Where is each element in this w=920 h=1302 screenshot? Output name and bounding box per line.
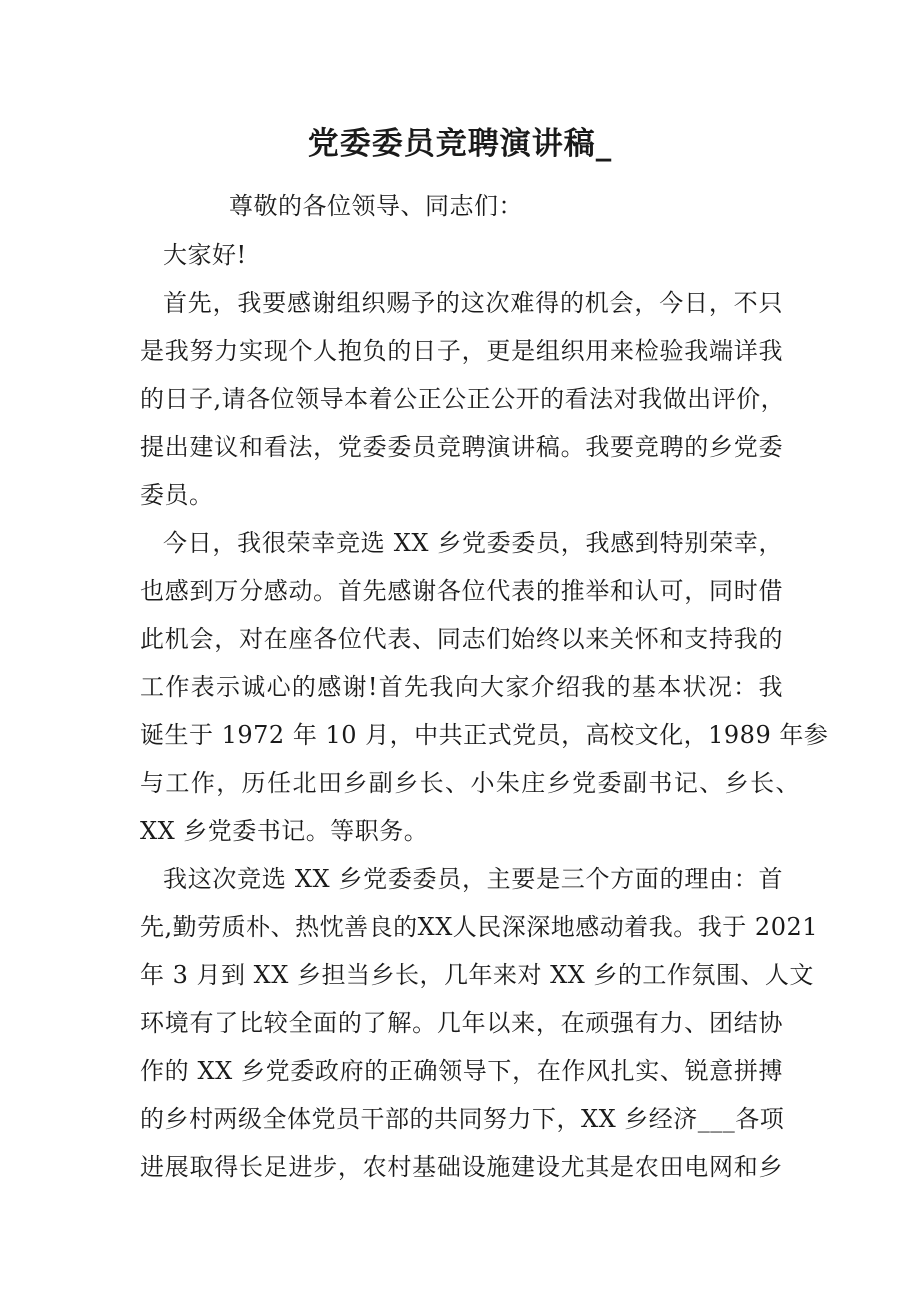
paragraph-line: 工作表示诚心的感谢!首先我向大家介绍我的基本状况：我 (140, 673, 783, 701)
paragraph-line: 是我努力实现个人抱负的日子，更是组织用来检验我端详我 (140, 337, 783, 365)
paragraph-line: 提出建议和看法，党委委员竞聘演讲稿。我要竞聘的乡党委 (140, 433, 783, 461)
paragraph-line: 与工作，历任北田乡副乡长、小朱庄乡党委副书记、乡长、 (140, 769, 800, 797)
paragraph-line: 诞生于 1972 年 10 月，中共正式党员，高校文化，1989 年参 (140, 721, 829, 749)
paragraph-line: 的乡村两级全体党员干部的共同努力下，XX 乡经济___各项 (140, 1105, 785, 1133)
paragraph-line: 进展取得长足进步，农村基础设施建设尤其是农田电网和乡 (140, 1153, 783, 1181)
paragraph-line: 也感到万分感动。首先感谢各位代表的推举和认可，同时借 (140, 577, 783, 605)
paragraph-line: 此机会，对在座各位代表、同志们始终以来关怀和支持我的 (140, 625, 783, 653)
salutation: 尊敬的各位领导、同志们： (229, 192, 523, 220)
document-title: 党委委员竞聘演讲稿_ (307, 126, 613, 162)
paragraph-line: 首先，我要感谢组织赐予的这次难得的机会，今日，不只 (163, 289, 783, 317)
paragraph-line: 先,勤劳质朴、热忱善良的XX人民深深地感动着我。我于 2021 (140, 913, 819, 941)
paragraph-line: 我这次竞选 XX 乡党委委员，主要是三个方面的理由：首 (163, 865, 783, 893)
paragraph-line: 委员。 (140, 481, 214, 509)
greeting: 大家好! (163, 241, 247, 269)
paragraph-line: 今日，我很荣幸竞选 XX 乡党委委员，我感到特别荣幸， (163, 529, 783, 557)
paragraph-line: 的日子,请各位领导本着公正公正公开的看法对我做出评价， (140, 385, 786, 413)
paragraph-line: 环境有了比较全面的了解。几年以来，在顽强有力、团结协 (140, 1009, 783, 1037)
paragraph-line: 作的 XX 乡党委政府的正确领导下，在作风扎实、锐意拼搏 (140, 1057, 783, 1085)
paragraph-line: XX 乡党委书记。等职务。 (140, 817, 429, 845)
paragraph-line: 年 3 月到 XX 乡担当乡长，几年来对 XX 乡的工作氛围、人文 (140, 961, 814, 989)
